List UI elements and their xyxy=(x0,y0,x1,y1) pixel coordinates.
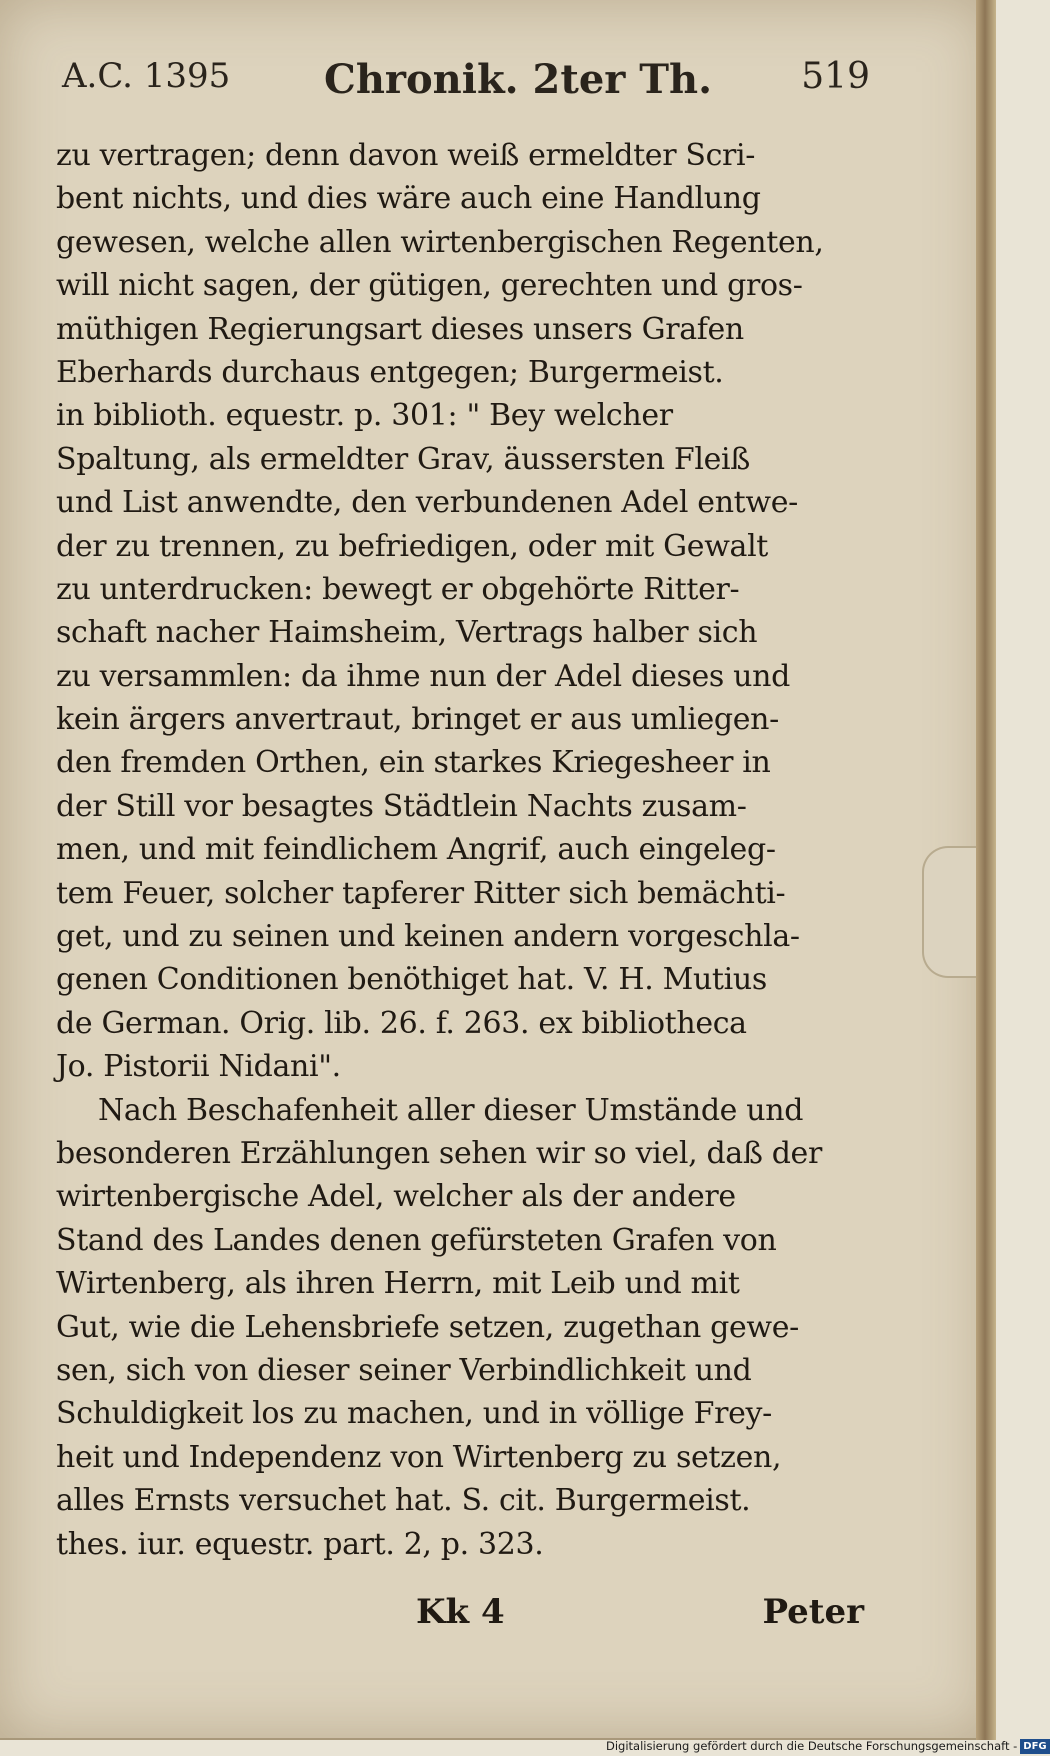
body-text xyxy=(56,134,868,1566)
text-line: müthigen Regierungsart dieses unsers Grafen xyxy=(56,311,744,347)
running-header xyxy=(62,56,870,120)
text-line: Schuldigkeit los zu machen, und in völlige Frey- xyxy=(56,1396,772,1432)
dfg-logo: DFG xyxy=(1020,1739,1049,1754)
text-line: thes. iur. equestr. part. 2, p. 323. xyxy=(56,1526,544,1562)
text-line: in biblioth. equestr. p. 301: " Bey welcher xyxy=(56,398,673,434)
text-line: kein ärgers anvertraut, bringet er aus umliegen- xyxy=(56,702,779,738)
text-line: men, und mit feindlichem Angrif, auch eingeleg- xyxy=(56,832,776,868)
text-line: Stand des Landes denen gefürsteten Grafen von xyxy=(56,1222,777,1258)
text-line: tem Feuer, solcher tapferer Ritter sich bemächti- xyxy=(56,875,786,911)
signature-mark: Kk 4 xyxy=(416,1592,505,1632)
text-line: alles Ernsts versuchet hat. S. cit. Burgermeist. xyxy=(56,1483,751,1519)
credit-text: Digitalisierung gefördert durch die Deutsche Forschungsgemeinschaft - xyxy=(606,1739,1018,1753)
text-line: gewesen, welche allen wirtenbergischen Regenten, xyxy=(56,224,824,260)
text-line: heit und Independenz von Wirtenberg zu setzen, xyxy=(56,1439,782,1475)
paragraph-start-line: Nach Beschafenheit aller dieser Umstände und xyxy=(98,1092,804,1128)
text-line: Eberhards durchaus entgegen; Burgermeist. xyxy=(56,354,724,390)
text-line: schaft nacher Haimsheim, Vertrags halber sich xyxy=(56,615,758,651)
text-line: wirtenbergische Adel, welcher als der andere xyxy=(56,1179,736,1215)
text-line: und List anwendte, den verbundenen Adel entwe- xyxy=(56,485,798,521)
text-line: besonderen Erzählungen sehen wir so viel, daß der xyxy=(56,1135,822,1171)
text-line: zu unterdrucken: bewegt er obgehörte Ritter- xyxy=(56,571,740,607)
text-line: der zu trennen, zu befriedigen, oder mit Gewalt xyxy=(56,528,769,564)
text-line: get, und zu seinen und keinen andern vorgeschla- xyxy=(56,919,800,955)
text-line: sen, sich von dieser seiner Verbindlichkeit und xyxy=(56,1352,752,1388)
text-line: den fremden Orthen, ein starkes Kriegesheer in xyxy=(56,745,771,781)
digitization-credit xyxy=(606,1739,1050,1754)
text-line: will nicht sagen, der gütigen, gerechten und gros- xyxy=(56,268,803,304)
book-edge xyxy=(976,0,996,1740)
text-line: Gut, wie die Lehensbriefe setzen, zugethan gewe- xyxy=(56,1309,799,1345)
text-line: zu versammlen: da ihme nun der Adel dieses und xyxy=(56,658,790,694)
header-year: A.C. 1395 xyxy=(62,56,231,96)
page-footer xyxy=(56,1592,864,1642)
text-line: zu vertragen; denn davon weiß ermeldter Scri- xyxy=(56,138,756,173)
text-line: der Still vor besagtes Städtlein Nachts zusam- xyxy=(56,788,747,824)
text-line: genen Conditionen benöthiget hat. V. H. Mutius xyxy=(56,962,767,998)
page-number: 519 xyxy=(801,56,870,97)
text-line: Jo. Pistorii Nidani". xyxy=(56,1049,341,1085)
header-title: Chronik. 2ter Th. xyxy=(324,56,713,103)
text-line: Wirtenberg, als ihren Herrn, mit Leib und mit xyxy=(56,1266,740,1302)
text-line: Spaltung, als ermeldter Grav, äussersten Fleiß xyxy=(56,441,750,477)
text-line: bent nichts, und dies wäre auch eine Handlung xyxy=(56,181,761,217)
text-line: de German. Orig. lib. 26. f. 263. ex bibliotheca xyxy=(56,1005,747,1041)
catchword: Peter xyxy=(762,1592,864,1632)
